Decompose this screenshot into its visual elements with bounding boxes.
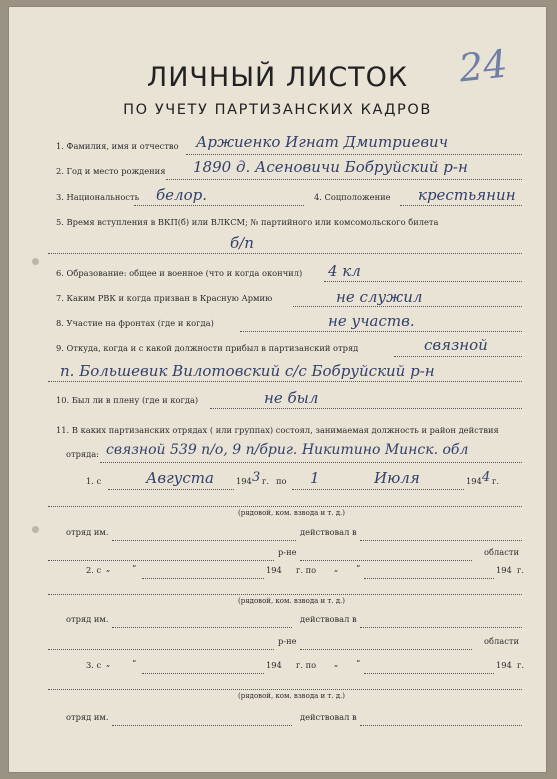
otryad-im-line-2: [112, 627, 292, 628]
period-1-to-year-print: 194: [466, 476, 482, 486]
field-11-label-otryada: отряда:: [66, 449, 99, 459]
deistvoval-label-1: действовал в: [300, 527, 357, 537]
field-9-line-b: [48, 381, 522, 382]
position-hint-2: (рядовой, ком. взвода и т. д.): [238, 597, 346, 605]
form-page: [8, 6, 547, 773]
field-8-value: не участв.: [328, 312, 415, 330]
position-hint-1: (рядовой, ком. взвода и т. д.): [238, 509, 346, 517]
field-6-label: 6. Образование: общее и военное (что и когда окончил): [56, 268, 303, 278]
position-line-3: [48, 689, 522, 690]
period-3-q3: „: [334, 658, 339, 668]
period-2-num: 2. с: [86, 565, 102, 575]
field-7-value: не служил: [336, 288, 423, 306]
period-3-yr2: 194: [496, 660, 512, 670]
period-1-from-line: [108, 489, 234, 490]
field-8-label: 8. Участие на фронтах (где и когда): [56, 318, 214, 328]
deistvoval-line-2: [360, 627, 522, 628]
field-5-value: б/п: [230, 234, 254, 252]
period-1-g2: г.: [492, 476, 499, 486]
field-9-line-a: [394, 356, 522, 357]
rne-label-2: р-не: [278, 636, 297, 646]
period-2-q2: “: [132, 563, 137, 573]
rayon-line-1: [48, 560, 274, 561]
period-3-g2: г.: [517, 660, 524, 670]
field-5-line: [48, 253, 522, 254]
field-2-line: [166, 179, 522, 180]
rne-label-1: р-не: [278, 547, 297, 557]
period-3-yr: 194: [266, 660, 282, 670]
field-10-line: [210, 408, 522, 409]
corner-handwritten-mark: 24: [456, 41, 510, 91]
field-4-value: крестьянин: [418, 186, 516, 204]
period-1-from-year-hw: 3: [252, 470, 261, 485]
field-6-value: 4 кл: [328, 262, 361, 280]
period-1-to-month: Июля: [374, 469, 420, 487]
oblasti-label-1: области: [484, 547, 519, 557]
punch-hole: [32, 258, 39, 265]
deistvoval-label-3: действовал в: [300, 712, 357, 722]
field-10-label: 10. Был ли в плену (где и когда): [56, 395, 199, 405]
otryad-im-line-1: [112, 540, 296, 541]
otryad-im-label-1: отряд им.: [66, 527, 109, 537]
rayon-line-2: [48, 649, 274, 650]
position-hint-3: (рядовой, ком. взвода и т. д.): [238, 692, 346, 700]
field-4-label: 4. Соцположение: [314, 192, 391, 202]
period-3-to-line: [364, 673, 494, 674]
field-9-value: связной: [424, 336, 488, 354]
field-11-label: 11. В каких партизанских отрядах ( или группах) состоял, занимаемая должность и район действия: [56, 425, 499, 435]
punch-hole: [32, 526, 39, 533]
otryad-im-label-2: отряд им.: [66, 614, 109, 624]
oblast-line-1: [300, 560, 472, 561]
field-1-value: Аржиенко Игнат Дмитриевич: [196, 133, 449, 151]
field-2-label: 2. Год и место рождения: [56, 166, 166, 176]
period-3-q2: “: [132, 658, 137, 668]
otryad-im-line-3: [112, 725, 292, 726]
period-1-num: 1. с: [86, 476, 102, 486]
field-8-line: [240, 331, 522, 332]
field-5-label: 5. Время вступления в ВКП(б) или ВЛКСМ; № партийного или комсомольского билета: [56, 217, 439, 227]
deistvoval-label-2: действовал в: [300, 614, 357, 624]
field-6-line: [324, 281, 522, 282]
period-2-to-line: [364, 578, 494, 579]
period-1-to-day: 1: [310, 469, 320, 487]
field-3-line: [134, 205, 304, 206]
field-11-line: [100, 462, 522, 463]
oblast-line-2: [300, 649, 472, 650]
position-line-1: [48, 506, 522, 507]
period-2-yr2: 194: [496, 565, 512, 575]
period-1-from-month: Августа: [146, 469, 214, 487]
period-3-q4: “: [356, 658, 361, 668]
period-2-q1: „: [106, 563, 111, 573]
period-3-g: г. по: [296, 660, 317, 670]
field-1-label: 1. Фамилия, имя и отчество: [56, 141, 179, 151]
period-3-num: 3. с: [86, 660, 102, 670]
deistvoval-line-3: [360, 725, 522, 726]
position-line-2: [48, 594, 522, 595]
field-1-line: [186, 154, 522, 155]
field-3-label: 3. Национальность: [56, 192, 140, 202]
field-9-value2: п. Большевик Вилотовский с/с Бобруйский р-н: [60, 362, 435, 380]
period-2-yr: 194: [266, 565, 282, 575]
period-2-g2: г.: [517, 565, 524, 575]
period-1-to-year-hw: 4: [482, 470, 491, 485]
period-3-from-line: [142, 673, 264, 674]
period-2-q4: “: [356, 563, 361, 573]
field-7-line: [293, 306, 522, 307]
form-title: ЛИЧНЫЙ ЛИСТОК: [146, 62, 409, 93]
period-2-q3: „: [334, 563, 339, 573]
field-7-label: 7. Каким РВК и когда призван в Красную Армию: [56, 293, 273, 303]
field-4-line: [400, 205, 522, 206]
field-9-label: 9. Откуда, когда и с какой должности прибыл в партизанский отряд: [56, 343, 359, 353]
field-2-value: 1890 д. Асеновичи Бобруйский р-н: [193, 158, 468, 176]
period-1-po: по: [276, 476, 287, 486]
period-1-from-year-print: 194: [236, 476, 252, 486]
field-3-value: белор.: [156, 186, 207, 204]
otryad-im-label-3: отряд им.: [66, 712, 109, 722]
field-10-value: не был: [264, 389, 319, 407]
period-2-from-line: [142, 578, 264, 579]
form-subtitle: ПО УЧЕТУ ПАРТИЗАНСКИХ КАДРОВ: [123, 102, 432, 118]
field-11-value: связной 539 п/о, 9 п/бриг. Никитино Минск. обл: [106, 442, 469, 458]
period-2-g: г. по: [296, 565, 317, 575]
period-1-g1: г.: [262, 476, 269, 486]
deistvoval-line-1: [360, 540, 522, 541]
oblasti-label-2: области: [484, 636, 519, 646]
period-3-q1: „: [106, 658, 111, 668]
period-1-to-line: [292, 489, 464, 490]
